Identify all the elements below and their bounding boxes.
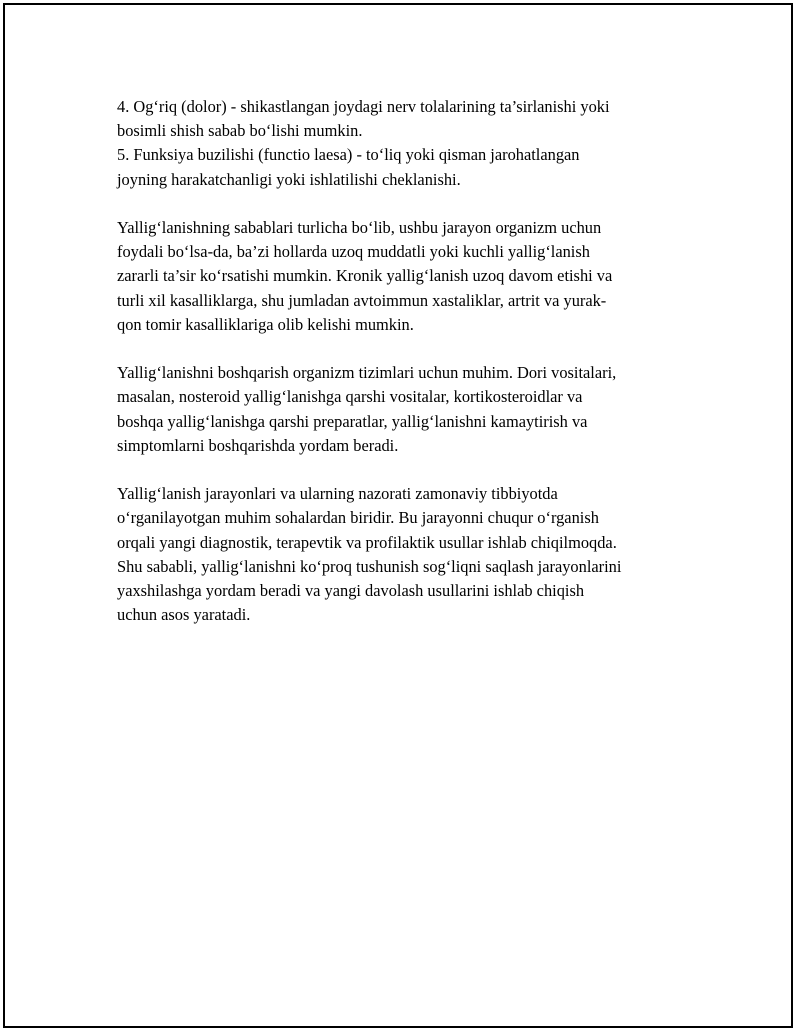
paragraph-line: Yallig‘lanishning sabablari turlicha bo‘lib, ushbu jarayon organizm uchun bbox=[117, 218, 602, 237]
list-item-5-line-2: joyning harakatchanligi yoki ishlatilishi cheklanishi. bbox=[117, 169, 461, 189]
list-item-4-line-1: 4. Og‘riq (dolor) - shikastlangan joydagi nerv tolalarining ta’sirlanishi yoki bbox=[117, 97, 610, 116]
paragraph-research bbox=[117, 482, 697, 627]
paragraph-line: masalan, nosteroid yallig‘lanishga qarshi vositalar, kortikosteroidlar va bbox=[117, 387, 583, 407]
paragraph-line: o‘rganilayotgan muhim sohalardan biridir. Bu jarayonni chuqur o‘rganish bbox=[117, 508, 599, 528]
list-item-5-line-1: 5. Funksiya buzilishi (functio laesa) - to‘liq yoki qisman jarohatlangan bbox=[117, 145, 580, 165]
paragraph-line: Yallig‘lanish jarayonlari va ularning nazorati zamonaviy tibbiyotda bbox=[117, 484, 558, 504]
paragraph-causes bbox=[117, 216, 697, 337]
paragraph-line: uchun asos yaratadi. bbox=[117, 605, 251, 625]
paragraph-management bbox=[117, 361, 697, 458]
paragraph-line: boshqa yallig‘lanishga qarshi preparatlar, yallig‘lanishni kamaytirish va bbox=[117, 411, 588, 431]
numbered-list bbox=[117, 95, 697, 192]
paragraph-line: Shu sababli, yallig‘lanishni ko‘proq tushunish sog‘liqni saqlash jarayonlarini bbox=[117, 556, 622, 576]
document-body bbox=[117, 95, 697, 652]
paragraph-line: orqali yangi diagnostik, terapevtik va profilaktik usullar ishlab chiqilmoqda. bbox=[117, 532, 617, 552]
paragraph-line: qon tomir kasalliklariga olib kelishi mumkin. bbox=[117, 314, 414, 334]
paragraph-line: yaxshilashga yordam beradi va yangi davolash usullarini ishlab chiqish bbox=[117, 581, 585, 601]
paragraph-line: foydali bo‘lsa-da, ba’zi hollarda uzoq muddatli yoki kuchli yallig‘lanish bbox=[117, 242, 590, 262]
paragraph-line: turli xil kasalliklarga, shu jumladan avtoimmun xastaliklar, artrit va yurak- bbox=[117, 290, 607, 310]
paragraph-line: simptomlarni boshqarishda yordam beradi. bbox=[117, 435, 399, 455]
list-item-4-line-2: bosimli shish sabab bo‘lishi mumkin. bbox=[117, 121, 363, 141]
paragraph-line: Yallig‘lanishni boshqarish organizm tizimlari uchun muhim. Dori vositalari, bbox=[117, 363, 617, 383]
paragraph-line: zararli ta’sir ko‘rsatishi mumkin. Kronik yallig‘lanish uzoq davom etishi va bbox=[117, 266, 613, 286]
